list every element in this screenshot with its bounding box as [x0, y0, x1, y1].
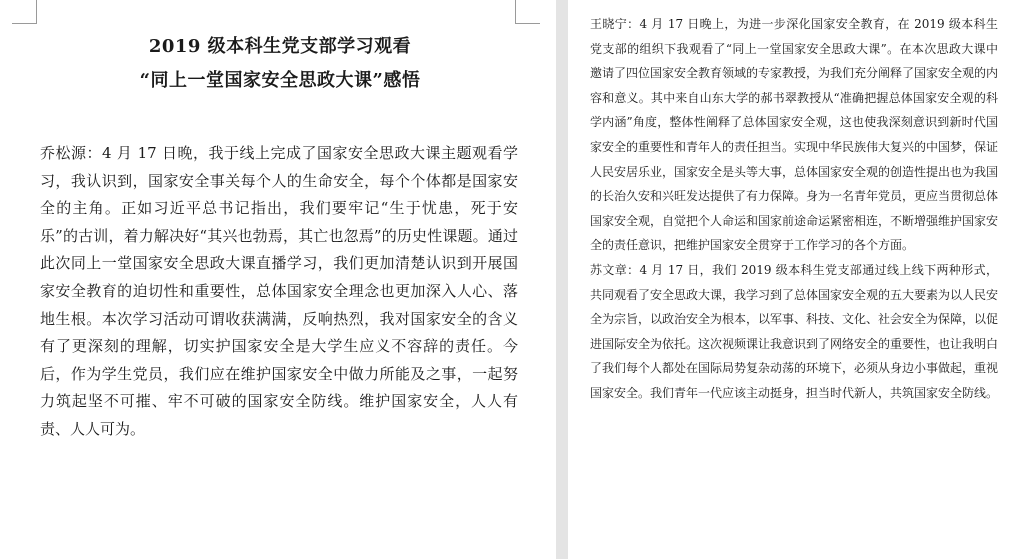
crop-mark-top-right-vertical [515, 0, 516, 24]
document-page-right [568, 0, 1024, 559]
body-paragraph-qiao: 乔松源：4 月 17 日晚，我于线上完成了国家安全思政大课主题观看学习，我认识到，国家安全事关每个人的生命安全，每个个体都是国家安全的主角。正如习近平总书记指出，我们要牢记“生于忧患，死于安乐”的古训，着力解决好“其兴也勃焉，其亡也忽焉”的历史性课题。通过此次同上一堂国家安全思政大课直播学习，我们更加清楚认识到开展国家安全教育的迫切性和重要性，总体国家安全理念也更加深入人心、落地生根。本次学习活动可谓收获满满，反响热烈，我对国家安全的含义有了更深刻的理解，切实护国家安全是大学生应义不容辞的责任。今后，作为学生党员，我们应在维护国家安全中做力所能及之事，一起努力筑起坚不可摧、牢不可破的国家安全防线。维护国家安全，人人有责、人人可为。 [40, 144, 518, 438]
title-line-2: “同上一堂国家安全思政大课”感悟 [139, 70, 421, 91]
title-line-1: 2019 级本科生党支部学习观看 [148, 36, 412, 57]
crop-mark-top-right-horizontal [516, 23, 540, 24]
crop-mark-top-left-vertical [36, 0, 37, 24]
right-page-body [590, 12, 998, 406]
body-paragraph-wang: 王晓宁：4 月 17 日晚上，为进一步深化国家安全教育，在 2019 级本科生党支部的组织下我观看了“同上一堂国家安全思政大课”。在本次思政大课中邀请了四位国家安全教育领域的专家教授，为我们充分阐释了国家安全观的内容和意义。其中来自山东大学的郝书翠教授从“准确把握总体国家安全观的科学内涵”角度，整体性阐释了总体国家安全观，这也使我深刻意识到新时代国家安全的重要性和青年人的责任担当。实现中华民族伟大复兴的中国梦，保证人民安居乐业，国家安全是头等大事，总体国家安全观的创造性提出也为我国的长治久安和兴旺发达提供了有力保障。身为一名青年党员，更应当贯彻总体国家安全观，自觉把个人命运和国家前途命运紧密相连，不断增强维护国家安全的责任意识，把维护国家安全贯穿于工作学习的各个方面。 [590, 17, 999, 253]
document-title [40, 30, 520, 98]
body-paragraph-su: 苏文章：4 月 17 日，我们 2019 级本科生党支部通过线上线下两种形式，共同观看了安全思政大课，我学习到了总体国家安全观的五大要素为以人民安全为宗旨，以政治安全为根本，以军事、科技、文化、社会安全为保障，以促进国际安全为依托。这次视频课让我意识到了网络安全的重要性，也让我明白了我们每个人都处在国际局势复杂动荡的环境下，必须从身边小事做起，重视国家安全。我们青年一代应该主动挺身，担当时代新人，共筑国家安全防线。 [590, 262, 999, 400]
crop-mark-top-left-horizontal [12, 23, 36, 24]
